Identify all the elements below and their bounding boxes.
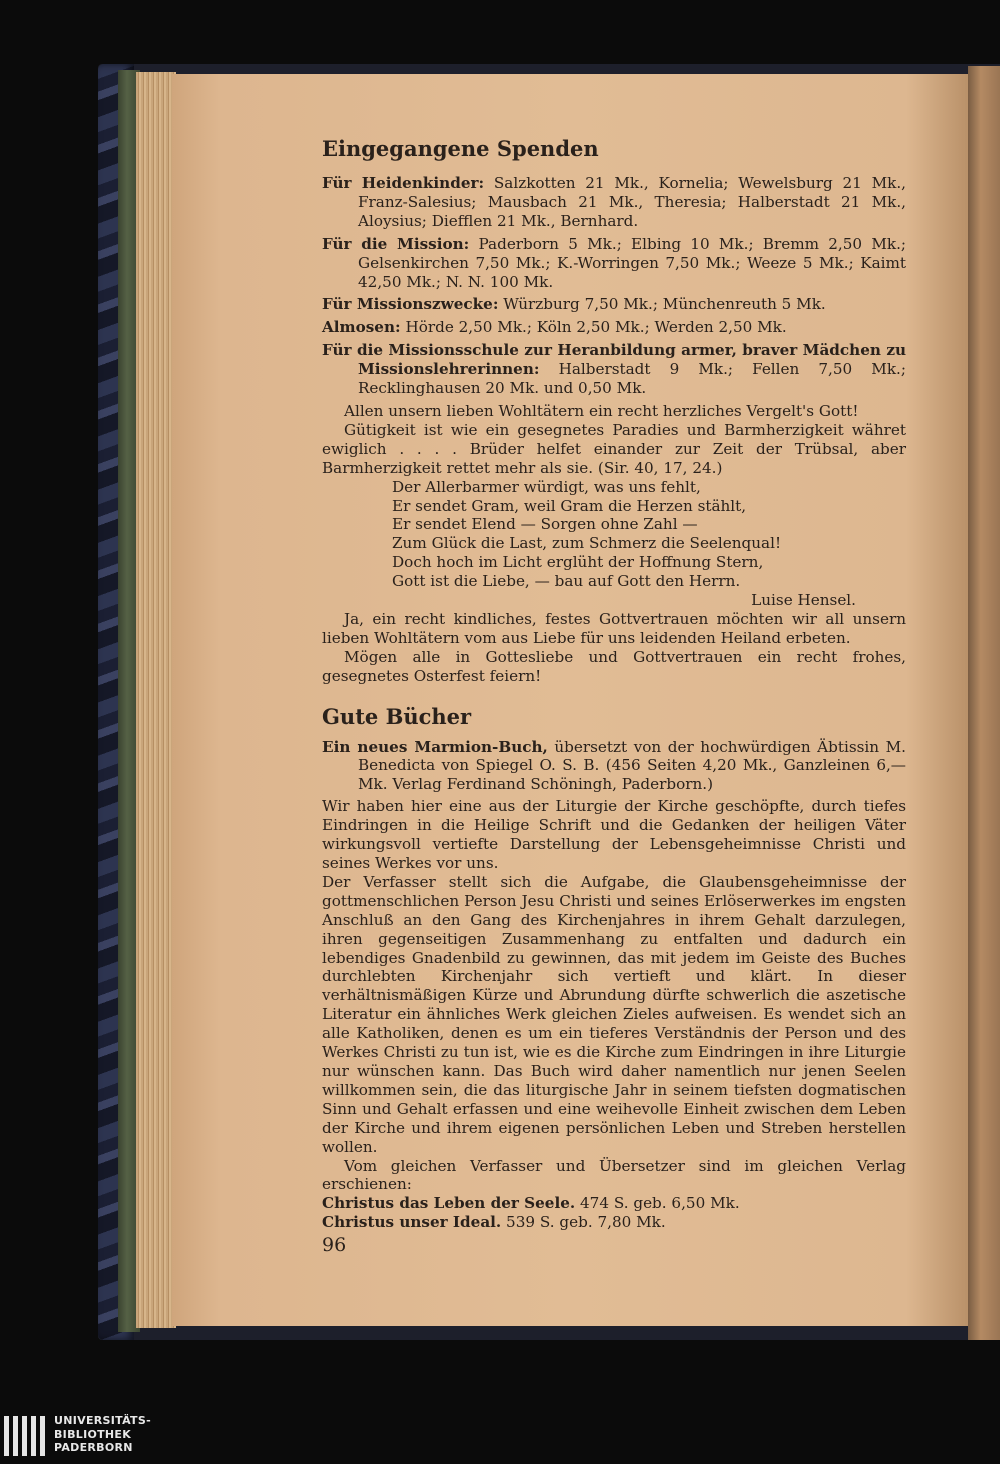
heading-donations: Eingegangene Spenden: [322, 136, 599, 161]
book-title: Ein neues Marmion-Buch,: [322, 737, 548, 756]
heading-books: Gute Bücher: [322, 703, 472, 729]
page-number: 96: [322, 1234, 347, 1257]
donation-entry: [322, 174, 906, 231]
poem: [322, 478, 906, 591]
closing-paragraph: Mögen alle in Gottesliebe und Gottvertrauen ein recht frohes, gesegnetes Osterfest feiern!: [322, 647, 906, 685]
library-logo: [0, 1414, 200, 1458]
also-published: Vom gleichen Verfasser und Übersetzer sind im gleichen Verlag erschienen:: [322, 1156, 906, 1194]
donation-entry: [322, 341, 906, 398]
poem-line: Er sendet Gram, weil Gram die Herzen stählt,: [392, 496, 747, 515]
thanks-line: Allen unsern lieben Wohltätern ein recht herzliches Vergelt's Gott!: [344, 401, 859, 420]
logo-line: BIBLIOTHEK: [54, 1427, 132, 1441]
listed-book-title: Christus das Leben der Seele.: [322, 1194, 576, 1213]
opposite-page-edge: [968, 66, 1000, 1340]
poem-line: Zum Glück die Last, zum Schmerz die Seelenqual!: [392, 534, 782, 553]
donation-text: Hörde 2,50 Mk.; Köln 2,50 Mk.; Werden 2,50 Mk.: [405, 318, 787, 337]
library-logo-icon: [4, 1416, 44, 1456]
book-entry: [322, 738, 906, 795]
poem-line: Er sendet Elend — Sorgen ohne Zahl —: [392, 515, 698, 534]
review-paragraph: Der Verfasser stellt sich die Aufgabe, die Glaubensgeheimnisse der gottmenschlichen Person Jesu Christi und seines Erlöserwerkes im engsten Anschluß an den Gang des Kirchenjahres in ihrem Gehalt darzulegen, ihren gegenseitigen Zusammenhang zu entfalten und dadurch ein lebendiges Gnadenbild zu gewinnen, das mit jedem im Geiste des Buches durchlebten Kirchenjahr sich vertieft und klärt. In dieser verhältnismäßigen Kürze und Abrundung dürfte schwerlich die aszetische Literatur ein ähnliches Werk gleichen Zieles aufweisen. Es wendet sich an alle Katholiken, denen es um ein tieferes Verständnis der Person und des Werkes Christi zu tun ist, wie es die Kirche zum Eindringen in ihre Liturgie nur wünschen kann. Das Buch wird daher namentlich nur jenen Seelen willkommen sein, die das liturgische Jahr in seinem tiefsten dogmatischen Sinn und Gehalt erfassen und eine weihevolle Einheit zwischen dem Leben der Kirche und ihrem eigenen persönlichen Leben und Streben herstellen wollen.: [322, 872, 906, 1156]
donation-text: Paderborn 5 Mk.; Elbing 10 Mk.; Bremm 2,50 Mk.; Gelsenkirchen 7,50 Mk.; K.-Worringen 7,50 Mk.; Weeze 5 Mk.; Kaimt 42,50 Mk.; N. N. 100 Mk.: [358, 234, 907, 291]
logo-line: PADERBORN: [54, 1441, 133, 1454]
listed-book-title: Christus unser Ideal.: [322, 1213, 502, 1232]
donation-text: Würzburg 7,50 Mk.; Münchenreuth 5 Mk.: [503, 295, 826, 314]
donation-text: Halberstadt 9 Mk.; Fellen 7,50 Mk.; Recklinghausen 20 Mk. und 0,50 Mk.: [358, 360, 906, 398]
donation-label: Almosen:: [322, 318, 401, 337]
closing-paragraph: Ja, ein recht kindliches, festes Gottvertrauen möchten wir all unsern lieben Wohltätern vom aus Liebe für uns leidenden Heiland erbeten.: [322, 609, 906, 647]
listed-book: [322, 1213, 906, 1232]
scripture-quote: Gütigkeit ist wie ein gesegnetes Paradies und Barmherzigkeit währet ewiglich . . . . Brüder helfet einander zur Zeit der Trübsal, aber Barmherzigkeit rettet mehr als sie. (Sir. 40, 17, 24.): [322, 420, 906, 477]
listed-book-info: 539 S. geb. 7,80 Mk.: [506, 1213, 666, 1232]
donation-entry: [322, 235, 906, 292]
donation-label: Für die Missionsschule zur Heranbildung armer, braver Mädchen zu Missionslehrerinnen:: [322, 341, 906, 379]
donation-label: Für Missionszwecke:: [322, 295, 499, 314]
donation-label: Für die Mission:: [322, 234, 470, 253]
library-logo-text: [54, 1414, 151, 1455]
poem-author: Luise Hensel.: [751, 591, 856, 610]
donation-label: Für Heidenkinder:: [322, 174, 485, 192]
donation-entry: [322, 295, 906, 314]
poem-line: Gott ist die Liebe, — bau auf Gott den Herrn.: [392, 572, 741, 591]
review-paragraph: Wir haben hier eine aus der Liturgie der Kirche geschöpfte, durch tiefes Eindringen in die Heilige Schrift und die Gedanken der heiligen Väter wirkungsvoll vertiefte Darstellung der Lebensgeheimnisse Christi und seines Werkes vor uns.: [322, 797, 906, 872]
donation-entry: [322, 318, 906, 337]
poem-line: Der Allerbarmer würdigt, was uns fehlt,: [392, 477, 701, 496]
poem-line: Doch hoch im Licht erglüht der Hoffnung Stern,: [392, 553, 764, 572]
logo-line: UNIVERSITÄTS-: [54, 1414, 151, 1427]
donation-text: Salzkotten 21 Mk., Kornelia; Wewelsburg 21 Mk., Franz-Salesius; Mausbach 21 Mk., Theresia; Halberstadt 21 Mk., Aloysius; Diefflen 21 Mk., Bernhard.: [358, 174, 906, 230]
book-details: übersetzt von der hochwürdigen Äbtissin M. Benedicta von Spiegel O. S. B. (456 Seiten 4,20 Mk., Ganzleinen 6,— Mk. Verlag Ferdinand Schöningh, Paderborn.): [358, 737, 906, 794]
page-content: [322, 136, 906, 1255]
page-edges: [136, 72, 176, 1328]
listed-book-info: 474 S. geb. 6,50 Mk.: [580, 1194, 740, 1213]
listed-book: [322, 1194, 906, 1213]
